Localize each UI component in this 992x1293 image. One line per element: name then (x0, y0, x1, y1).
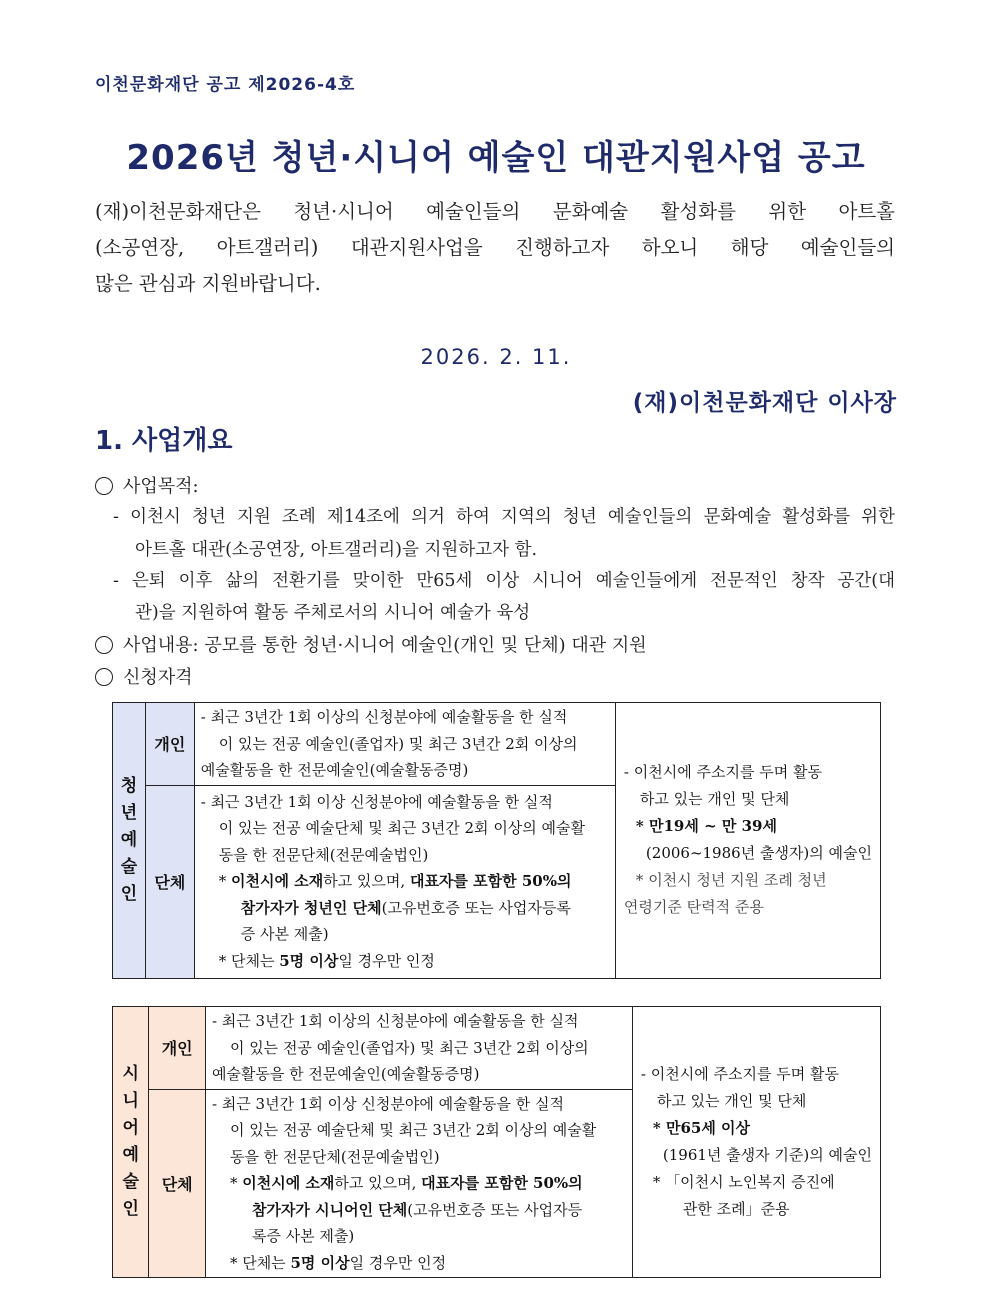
type-label: 단체 (161, 1174, 193, 1194)
desc-line: 이 있는 전공 예술인(졸업자) 및 최근 3년간 2회 이상의 (218, 734, 578, 753)
content-text: 사업내용: 공모를 통한 청년·시니어 예술인(개인 및 단체) 대관 지원 (123, 635, 647, 656)
purpose-item-text: - 이천시 청년 지원 조례 제14조에 의거 하여 지역의 청년 예술인들의 문화예술 활성화를 위한 (113, 507, 895, 527)
purpose-item-text: - 은퇴 이후 삶의 전환기를 맞이한 만65세 이상 시니어 예술인들에게 전문적인 창작 공간(대 (113, 571, 895, 591)
note-bold: 참가자가 시니어인 단체 (251, 1200, 408, 1219)
desc-line: 이 있는 전공 예술단체 및 최근 3년간 2회 이상의 예술활 (229, 1121, 597, 1139)
purpose-item-continuation: 아트홀 대관(소공연장, 아트갤러리)을 지원하고자 함. (135, 540, 538, 560)
group-desc-cell (194, 785, 615, 978)
group-type-cell (145, 785, 194, 978)
desc-line: 이 있는 전공 예술인(졸업자) 및 최근 3년간 2회 이상의 (229, 1038, 589, 1057)
requirement-line: 하고 있는 개인 및 단체 (639, 790, 790, 809)
note-bold: 이천시에 소재 (242, 1174, 335, 1192)
individual-type-cell (149, 1007, 206, 1090)
purpose-bullet (95, 472, 199, 498)
desc-note-line (201, 868, 609, 895)
desc-line: 예술활동을 한 전문예술인(예술활동증명) (211, 1065, 480, 1083)
note-bold: 대표자를 포함한 50%의 (421, 1174, 583, 1192)
table-row (113, 703, 881, 786)
note-text: 일 경우만 인정 (349, 1253, 447, 1272)
purpose-label: 사업목적: (123, 476, 199, 497)
page-title: 2026년 청년·시니어 예술인 대관지원사업 공고 (126, 138, 866, 178)
requirement-cell (615, 703, 880, 979)
section-heading: 1. 사업개요 (95, 426, 233, 456)
desc-line: - 최근 3년간 1회 이상의 신청분야에 예술활동을 한 실적 (200, 708, 568, 726)
senior-category-label: 시니어예술인 (122, 1064, 139, 1219)
category-cell (113, 703, 146, 979)
requirement-cell (632, 1007, 880, 1278)
requirement-line: (1961년 출생자 기준)의 예술인 (662, 1146, 872, 1164)
group-type-cell (149, 1089, 206, 1278)
desc-note-line (201, 895, 609, 922)
table-row (113, 1007, 881, 1090)
requirement-line: * 「이천시 노인복지 증진에 (652, 1173, 835, 1191)
circle-bullet-icon (95, 477, 113, 495)
group-desc-cell (205, 1089, 632, 1278)
intro-line: 많은 관심과 지원바랍니다. (95, 272, 321, 295)
type-label: 개인 (161, 1039, 193, 1059)
note-mark: * (218, 872, 232, 891)
youth-eligibility-table (112, 702, 881, 979)
desc-note-line: 록증 사본 제출) (251, 1227, 355, 1245)
notice-number: 이천문화재단 공고 제2026-4호 (95, 75, 356, 95)
note-text: * 단체는 (229, 1253, 291, 1272)
desc-note-line (201, 948, 609, 975)
content-bullet (95, 631, 647, 657)
notice-date: 2026. 2. 11. (420, 345, 572, 369)
individual-desc-cell (194, 703, 615, 786)
note-text: (고유번호증 또는 사업자등록 (381, 898, 571, 917)
requirement-line: 하고 있는 개인 및 단체 (656, 1092, 807, 1110)
requirement-line: * 만65세 이상 (652, 1119, 751, 1137)
desc-line: 예술활동을 한 전문예술인(예술활동증명) (200, 761, 469, 779)
desc-line: 이 있는 전공 예술단체 및 최근 3년간 2회 이상의 예술활 (218, 819, 586, 838)
requirement-line: - 이천시에 주소지를 두며 활동 (640, 1065, 839, 1083)
individual-desc-cell (205, 1007, 632, 1090)
category-cell (113, 1007, 149, 1278)
senior-eligibility-table (112, 1006, 881, 1278)
intro-paragraph (95, 194, 895, 302)
note-text: 하고 있으며, (334, 1174, 422, 1192)
desc-note-line: 증 사본 제출) (240, 925, 329, 944)
circle-bullet-icon (95, 636, 113, 654)
note-mark: * (229, 1174, 243, 1192)
purpose-item-continuation: 관)을 지원하여 활동 주체로서의 시니어 예술가 육성 (135, 603, 531, 623)
note-bold: 참가자가 청년인 단체 (240, 898, 382, 917)
youth-category-label: 청년예술인 (120, 775, 138, 904)
individual-type-cell (145, 703, 194, 786)
note-bold: 5명 이상 (279, 951, 339, 970)
note-bold: 대표자를 포함한 50%의 (409, 872, 572, 891)
requirement-line: 관한 조례」준용 (682, 1200, 790, 1218)
circle-bullet-icon (95, 668, 113, 686)
note-text: 일 경우만 인정 (338, 951, 435, 970)
eligibility-bullet (95, 663, 193, 689)
desc-note-line (212, 1197, 626, 1224)
intro-line: (재)이천문화재단은 청년·시니어 예술인들의 문화예술 활성화를 위한 아트홀 (95, 200, 895, 223)
intro-line: (소공연장, 아트갤러리) 대관지원사업을 진행하고자 하오니 해당 예술인들의 (95, 236, 895, 259)
note-text: * 단체는 (218, 951, 280, 970)
desc-line: 동을 한 전문단체(전문예술법인) (229, 1147, 440, 1166)
requirement-line: * 만19세 ~ 만 39세 (635, 817, 777, 836)
requirement-line: 연령기준 탄력적 준용 (623, 898, 764, 917)
requirement-line: * 이천시 청년 지원 조례 청년 (635, 871, 827, 890)
requirement-line: (2006~1986년 출생자)의 예술인 (645, 844, 872, 863)
desc-line: - 최근 3년간 1회 이상의 신청분야에 예술활동을 한 실적 (211, 1012, 579, 1030)
eligibility-label: 신청자격 (123, 667, 193, 688)
desc-line: - 최근 3년간 1회 이상 신청분야에 예술활동을 한 실적 (200, 792, 553, 811)
desc-line: - 최근 3년간 1회 이상 신청분야에 예술활동을 한 실적 (211, 1094, 565, 1113)
desc-note-line (212, 1170, 626, 1197)
desc-note-line (212, 1250, 626, 1277)
type-label: 단체 (154, 873, 186, 892)
type-label: 개인 (154, 735, 186, 755)
desc-line: 동을 한 전문단체(전문예술법인) (218, 845, 429, 864)
note-text: (고유번호증 또는 사업자등 (407, 1200, 583, 1219)
note-text: 하고 있으며, (323, 872, 410, 891)
purpose-item (113, 567, 895, 592)
note-bold: 5명 이상 (290, 1253, 350, 1272)
note-bold: 이천시에 소재 (231, 872, 324, 891)
requirement-line: - 이천시에 주소지를 두며 활동 (623, 763, 822, 782)
purpose-item (113, 503, 895, 528)
organization-signature: (재)이천문화재단 이사장 (632, 390, 897, 416)
